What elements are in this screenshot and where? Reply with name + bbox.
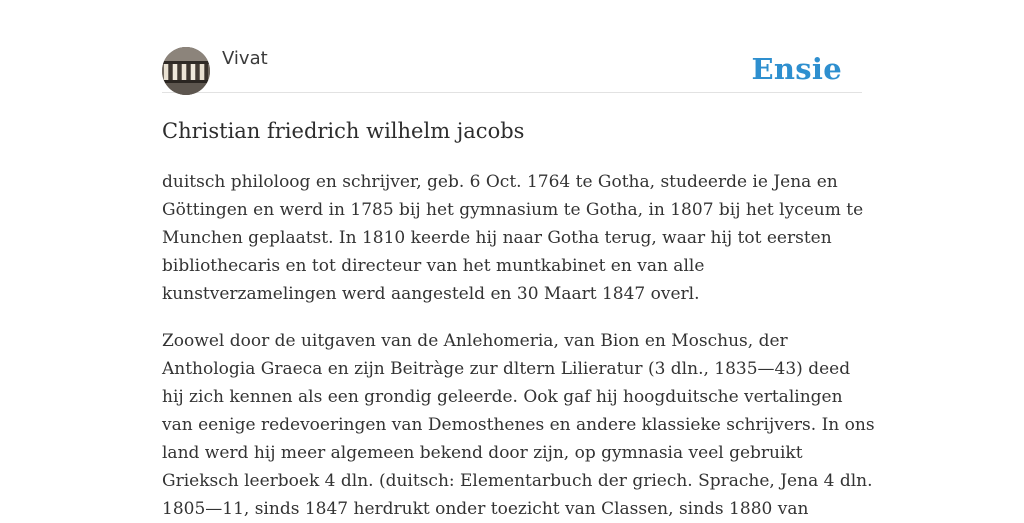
paragraph-line: Göttingen en werd in 1785 bij het gymnasium te Gotha, in 1807 bij het lyceum te <box>162 200 864 220</box>
site-name[interactable]: Vivat <box>222 48 268 69</box>
paragraph-line: duitsch philoloog en schrijver, geb. 6 Oct. 1764 te Gotha, studeerde ie Jena en <box>162 172 838 192</box>
paragraph-line: hij zich kennen als een grondig geleerde. Ook gaf hij hoogduitsche vertalingen <box>162 387 843 407</box>
page-title: Christian friedrich wilhelm jacobs <box>162 119 525 143</box>
paragraph-line: land werd hij meer algemeen bekend door zijn, op gymnasia veel gebruikt <box>162 443 803 463</box>
paragraph-line: kunstverzamelingen werd aangesteld en 30 Maart 1847 overl. <box>162 284 700 304</box>
paragraph-line: Zoowel door de uitgaven van de Anlehomeria, van Bion en Moschus, der <box>162 331 788 351</box>
bookshelf-image <box>162 47 210 95</box>
article-page <box>162 0 875 519</box>
paragraph-line: Grieksch leerboek 4 dln. (duitsch: Elementarbuch der griech. Sprache, Jena 4 dln. <box>162 471 873 491</box>
paragraph-line: van eenige redevoeringen van Demosthenes en andere klassieke schrijvers. In ons <box>162 415 875 435</box>
bookshelf-avatar-icon[interactable] <box>162 47 210 95</box>
ensie-logo[interactable]: Ensie <box>751 52 842 86</box>
paragraph-line: Munchen geplaatst. In 1810 keerde hij naar Gotha terug, waar hij tot eersten <box>162 228 832 248</box>
site-header <box>162 46 862 93</box>
paragraph-line: bibliothecaris en tot directeur van het muntkabinet en van alle <box>162 256 705 276</box>
article-paragraph-2 <box>162 327 875 523</box>
paragraph-line: 1805—11, sinds 1847 herdrukt onder toezicht van Classen, sinds 1880 van <box>162 499 809 519</box>
paragraph-line: Anthologia Graeca en zijn Beitràge zur dltern Lilieratur (3 dln., 1835—43) deed <box>162 359 851 379</box>
article-paragraph-1 <box>162 168 872 308</box>
